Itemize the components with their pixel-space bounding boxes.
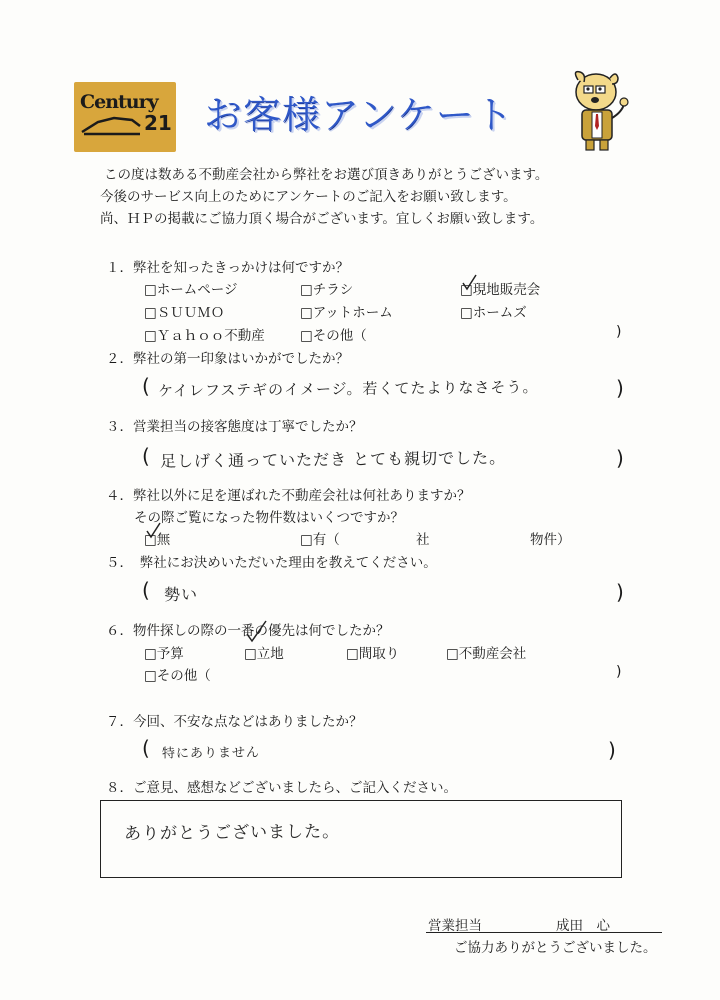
option-yahoo-realestate[interactable]: □Ｙａｈｏｏ不動産 — [144, 328, 265, 344]
answer-3-handwriting[interactable]: 足しげく通っていただき とても親切でした。 — [159, 448, 507, 471]
option-suumo[interactable]: □ＳＵＵＭＯ — [144, 305, 225, 321]
option-other[interactable]: □その他（ — [300, 328, 367, 344]
svg-text:21: 21 — [144, 111, 172, 135]
signature-line — [426, 932, 662, 933]
question-3: ３．営業担当の接客態度は丁寧でしたか？ — [106, 419, 363, 435]
unit-companies: 社 — [416, 532, 430, 548]
question-1: １．弊社を知ったきっかけは何ですか？ — [106, 260, 349, 276]
option-budget[interactable]: □予算 — [144, 646, 184, 662]
logo-wordmark-art — [74, 82, 176, 152]
question-4: ４．弊社以外に足を運ばれた不動産会社は何社ありますか？ — [106, 488, 471, 504]
option-floorplan[interactable]: □間取り — [346, 646, 400, 662]
question-2: ２．弊社の第一印象はいかがでしたか？ — [106, 351, 349, 367]
paren-close: ) — [616, 376, 624, 400]
option-homepage[interactable]: □ホームページ — [144, 282, 238, 298]
option-realestate-company[interactable]: □不動産会社 — [446, 646, 527, 662]
paren-open: ( — [142, 578, 150, 602]
question-4-sub: その際ご覧になった物件数はいくつですか？ — [134, 510, 404, 526]
intro-line: 今後のサービス向上のためにアンケートのご記入をお願い致します。 — [100, 189, 517, 205]
century21-logo — [74, 82, 176, 152]
paren-close: ) — [616, 446, 624, 470]
checkmark-icon — [244, 620, 268, 644]
question-6: ６．物件探しの際の一番の優先は何でしたか？ — [106, 623, 390, 639]
intro-line: 尚、ＨＰの掲載にご協力頂く場合がございます。宜しくお願い致します。 — [100, 211, 544, 227]
paren-close: ) — [608, 738, 616, 762]
paren-open: ( — [142, 736, 150, 760]
intro-line: この度は数ある不動産会社から弊社をお選び頂きありがとうございます。 — [104, 167, 549, 183]
svg-text:Century: Century — [80, 91, 158, 113]
answer-8-handwriting[interactable]: ありがとうございました。 — [123, 821, 341, 845]
mascot-dog-icon — [566, 66, 636, 156]
question-5: ５． 弊社にお決めいただいた理由を教えてください。 — [106, 555, 437, 571]
checkmark-icon — [144, 522, 162, 540]
option-yes[interactable]: □有（ — [300, 532, 340, 548]
staff-name: 成田 心 — [556, 918, 610, 934]
option-homes[interactable]: □ホームズ — [460, 305, 527, 321]
option-flyer[interactable]: □チラシ — [300, 282, 354, 298]
answer-7-handwriting[interactable]: 特にありません — [161, 745, 261, 762]
option-none[interactable]: □無 — [144, 532, 171, 548]
paren-open: ( — [142, 444, 150, 468]
thanks-message: ご協力ありがとうございました。 — [454, 940, 657, 956]
staff-label: 営業担当 — [428, 918, 482, 934]
intro-text — [100, 164, 549, 230]
answer-2-handwriting[interactable]: ケイレフステギのイメージ。若くてたよりなさそう。 — [157, 378, 539, 400]
paren-close: ) — [616, 664, 622, 680]
paren-open: ( — [142, 374, 150, 398]
paren-close: ) — [616, 580, 624, 604]
unit-properties: 物件） — [530, 532, 571, 548]
checkmark-icon — [460, 274, 478, 292]
paren-close: ) — [616, 324, 622, 340]
page-title: お客様アンケート — [204, 93, 514, 137]
option-other[interactable]: □その他（ — [144, 668, 211, 684]
option-athome[interactable]: □アットホーム — [300, 305, 393, 321]
option-location[interactable]: □立地 — [244, 646, 284, 662]
question-8: ８．ご意見、感想などございましたら、ご記入ください。 — [106, 780, 457, 796]
option-onsite-sale[interactable]: □現地販売会 — [460, 282, 541, 298]
answer-5-handwriting[interactable]: 勢い — [163, 584, 199, 605]
question-7: ７．今回、不安な点などはありましたか？ — [106, 714, 363, 730]
